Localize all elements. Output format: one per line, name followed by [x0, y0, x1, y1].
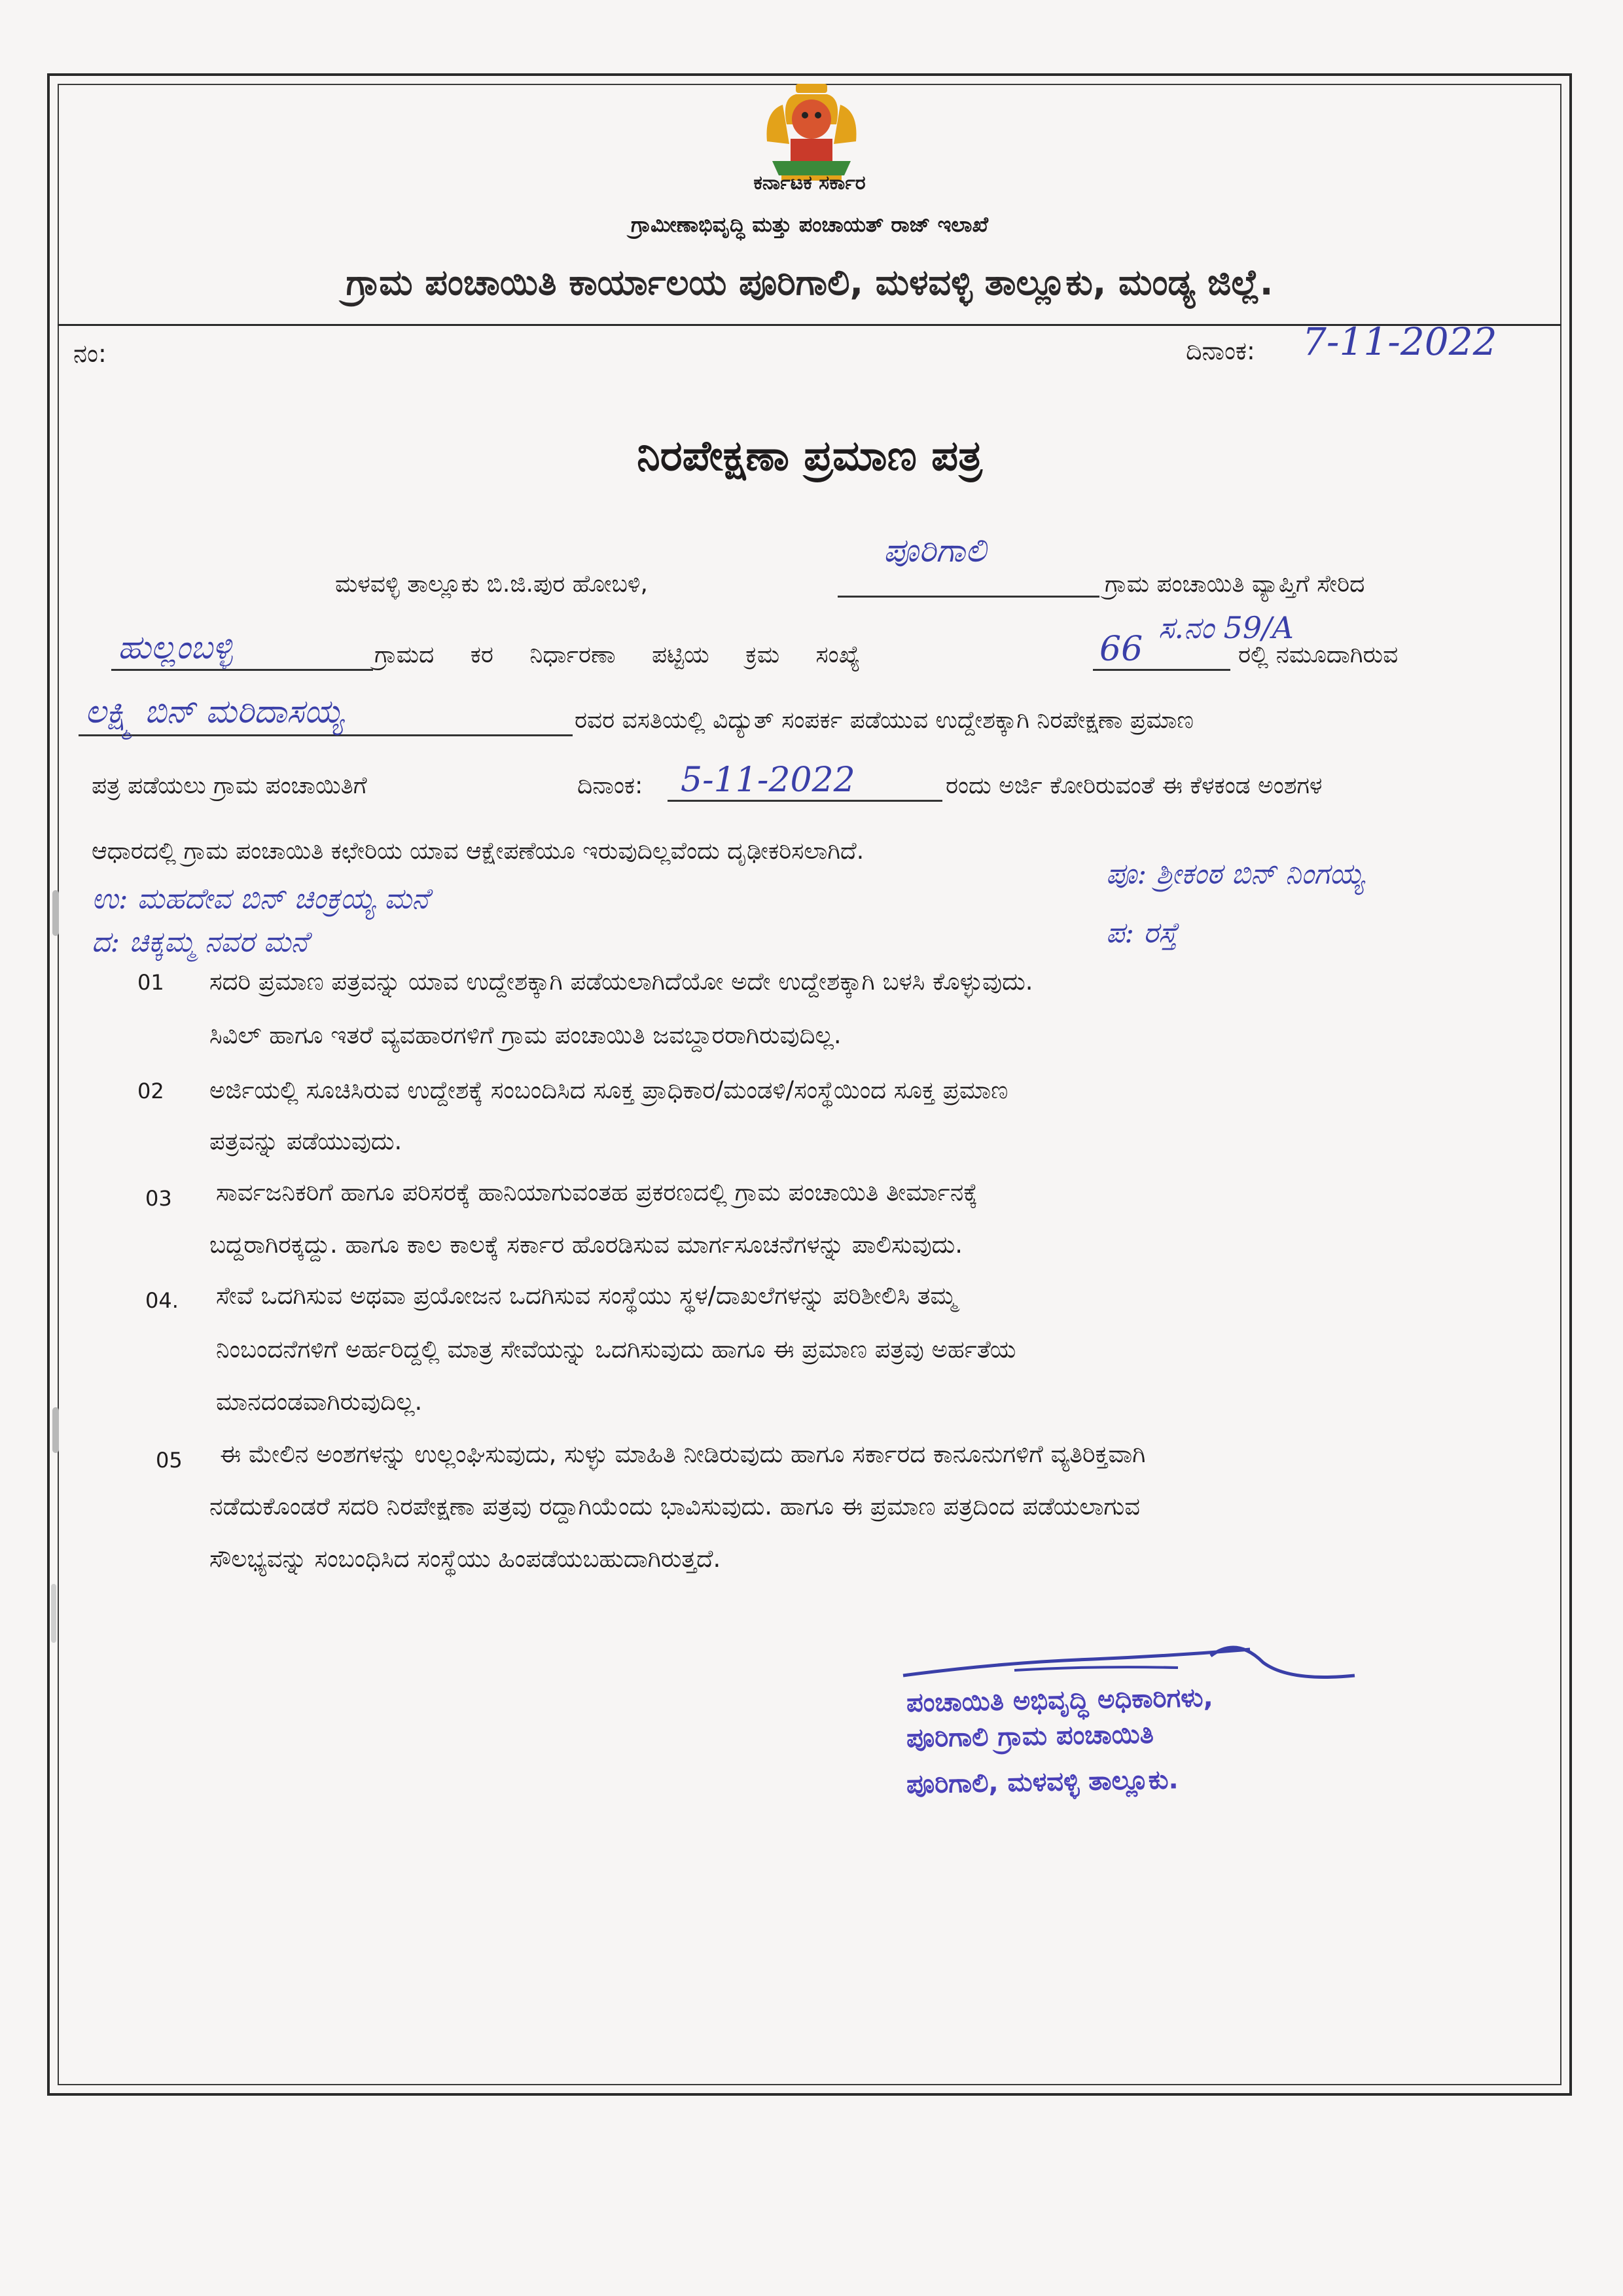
application-date-label: ದಿನಾಂಕ: [577, 772, 643, 799]
reference-number-label: ನಂ: [73, 339, 107, 368]
application-date-handwritten: 5-11-2022 [681, 761, 855, 800]
boundary-east-handwritten: ಪೂ: ಶ್ರೀಕಂಠ ಬಿನ್ ನಿಂಗಯ್ಯ [1106, 857, 1364, 891]
condition-line: ಸಿವಿಲ್ ಹಾಗೂ ಇತರೆ ವ್ಯವಹಾರಗಳಿಗೆ ಗ್ರಾಮ ಪಂಚಾಯಿತಿ ಜವಬ್ದಾರರಾಗಿರುವುದಿಲ್ಲ. [209, 1021, 842, 1049]
condition-number: 02 [137, 1079, 164, 1103]
scan-mark [52, 890, 59, 936]
condition-line: ಪತ್ರವನ್ನು ಪಡೆಯುವುದು. [209, 1127, 402, 1155]
body-line5: ಆಧಾರದಲ್ಲಿ ಗ್ರಾಮ ಪಂಚಾಯಿತಿ ಕಛೇರಿಯ ಯಾವ ಆಕ್ಷೇಪಣೆಯೂ ಇರುವುದಿಲ್ಲವೆಂದು ದೃಢೀಕರಿಸಲಾಗಿದೆ. [92, 838, 865, 865]
body-line4-a: ಪತ್ರ ಪಡೆಯಲು ಗ್ರಾಮ ಪಂಚಾಯಿತಿಗೆ [92, 772, 367, 799]
body-line3: ರವರ ವಸತಿಯಲ್ಲಿ ವಿದ್ಯುತ್ ಸಂಪರ್ಕ ಪಡೆಯುವ ಉದ್ದೇಶಕ್ಕಾಗಿ ನಿರಪೇಕ್ಷಣಾ ಪ್ರಮಾಣ [575, 707, 1194, 734]
stamp-place: ಪೂರಿಗಾಲಿ, ಮಳವಳ್ಳಿ ತಾಲ್ಲೂಕು. [906, 1765, 1179, 1800]
body-line2-b: ರಲ್ಲಿ ನಮೂದಾಗಿರುವ [1238, 641, 1399, 668]
village-handwritten: ಹುಲ್ಲಂಬಳ್ಳಿ [118, 628, 233, 666]
condition-line: ಈ ಮೇಲಿನ ಅಂಶಗಳನ್ನು ಉಲ್ಲಂಘಿಸುವುದು, ಸುಳ್ಳು ಮಾಹಿತಿ ನೀಡಿರುವುದು ಹಾಗೂ ಸರ್ಕಾರದ ಕಾನೂನುಗಳಿಗೆ ವ್ಯತಿರಿಕ್ತವಾಗಿ [220, 1440, 1146, 1468]
condition-line: ಸೌಲಭ್ಯವನ್ನು ಸಂಬಂಧಿಸಿದ ಸಂಸ್ಥೆಯು ಹಿಂಪಡೆಯಬಹುದಾಗಿರುತ್ತದೆ. [209, 1545, 721, 1573]
panchayat-blank [838, 596, 1099, 598]
scan-mark [51, 1584, 56, 1643]
scan-mark [52, 1407, 59, 1453]
panchayat-handwritten: ಪೂರಿಗಾಲಿ [883, 531, 986, 569]
condition-number: 01 [137, 970, 164, 995]
office-name: ಗ್ರಾಮ ಪಂಚಾಯಿತಿ ಕಾರ್ಯಾಲಯ ಪೂರಿಗಾಲಿ, ಮಳವಳ್ಳಿ ತಾಲ್ಲೂಕು, ಮಂಡ್ಯ ಜಿಲ್ಲೆ. [346, 262, 1274, 303]
boundary-south-handwritten: ದ: ಚಿಕ್ಕಮ್ಮ ನವರ ಮನೆ [92, 925, 308, 959]
condition-number: 05 [156, 1448, 183, 1473]
karnataka-emblem-icon [753, 79, 870, 183]
survey-handwritten: ಸ.ನಂ 59/A [1158, 610, 1294, 645]
condition-number: 03 [145, 1186, 172, 1211]
body-line4-b: ರಂದು ಅರ್ಜಿ ಕೋರಿರುವಂತೆ ಈ ಕೆಳಕಂಡ ಅಂಶಗಳ [946, 772, 1323, 799]
condition-line: ನಿಂಬಂದನೆಗಳಿಗೆ ಅರ್ಹರಿದ್ದಲ್ಲಿ ಮಾತ್ರ ಸೇವೆಯನ್ನು ಒದಗಿಸುವುದು ಹಾಗೂ ಈ ಪ್ರಮಾಣ ಪತ್ರವು ಅರ್ಹತೆಯ [216, 1335, 1016, 1363]
condition-line: ನಡೆದುಕೊಂಡರೆ ಸದರಿ ನಿರಪೇಕ್ಷಣಾ ಪತ್ರವು ರದ್ದಾಗಿಯೆಂದು ಭಾವಿಸುವುದು. ಹಾಗೂ ಈ ಪ್ರಮಾಣ ಪತ್ರದಿಂದ ಪಡೆಯಲಾಗುವ [209, 1492, 1140, 1520]
condition-line: ಮಾನದಂಡವಾಗಿರುವುದಿಲ್ಲ. [216, 1388, 423, 1416]
stamp-panchayat: ಪೂರಿಗಾಲಿ ಗ್ರಾಮ ಪಂಚಾಯಿತಿ [906, 1719, 1154, 1754]
issue-date-handwritten: 7-11-2022 [1302, 319, 1497, 364]
condition-line: ಸಾರ್ವಜನಿಕರಿಗೆ ಹಾಗೂ ಪರಿಸರಕ್ಕೆ ಹಾನಿಯಾಗುವಂತಹ ಪ್ರಕರಣದಲ್ಲಿ ಗ್ರಾಮ ಪಂಚಾಯಿತಿ ತೀರ್ಮಾನಕ್ಕೆ [216, 1178, 978, 1206]
boundary-north-handwritten: ಉ: ಮಹದೇವ ಬಿನ್ ಚಿಂಕ್ರಯ್ಯ ಮನೆ [92, 882, 429, 916]
body-line2-a: ಗ್ರಾಮದ ಕರ ನಿರ್ಧಾರಣಾ ಪಟ್ಟಿಯ ಕ್ರಮ ಸಂಖ್ಯೆ [374, 641, 861, 668]
application-date-blank [668, 800, 942, 802]
applicant-name-handwritten: ಲಕ್ಷ್ಮಿ ಬಿನ್ ಮರಿದಾಸಯ್ಯ [85, 692, 344, 730]
body-line1-a: ಮಳವಳ್ಳಿ ತಾಲ್ಲೂಕು ಬಿ.ಜಿ.ಪುರ ಹೋಬಳಿ, [335, 571, 648, 598]
condition-line: ಸದರಿ ಪ್ರಮಾಣ ಪತ್ರವನ್ನು ಯಾವ ಉದ್ದೇಶಕ್ಕಾಗಿ ಪಡೆಯಲಾಗಿದೆಯೋ ಅದೇ ಉದ್ದೇಶಕ್ಕಾಗಿ ಬಳಸಿ ಕೊಳ್ಳುವುದು. [209, 967, 1033, 996]
village-blank [111, 669, 373, 671]
date-label: ದಿನಾಂಕ: [1186, 336, 1255, 365]
condition-line: ಅರ್ಜಿಯಲ್ಲಿ ಸೂಚಿಸಿರುವ ಉದ್ದೇಶಕ್ಕೆ ಸಂಬಂದಿಸಿದ ಸೂಕ್ತ ಪ್ರಾಧಿಕಾರ/ಮಂಡಳಿ/ಸಂಸ್ಥೆಯಿಂದ ಸೂಕ್ತ ಪ್ರಮಾಣ [209, 1076, 1008, 1104]
serial-handwritten: 66 [1099, 630, 1143, 669]
boundary-west-handwritten: ಪ: ರಸ್ತೆ [1106, 916, 1178, 950]
condition-number: 04. [145, 1288, 179, 1313]
applicant-name-blank [79, 734, 573, 736]
serial-blank [1093, 669, 1230, 671]
body-line1-b: ಗ್ರಾಮ ಪಂಚಾಯಿತಿ ವ್ಯಾಪ್ತಿಗೆ ಸೇರಿದ [1105, 571, 1365, 598]
condition-line: ಬದ್ದರಾಗಿರಕ್ಕದ್ದು. ಹಾಗೂ ಕಾಲ ಕಾಲಕ್ಕೆ ಸರ್ಕಾರ ಹೊರಡಿಸುವ ಮಾರ್ಗಸೂಚನೆಗಳನ್ನು ಪಾಲಿಸುವುದು. [209, 1230, 963, 1259]
condition-line: ಸೇವೆ ಒದಗಿಸುವ ಅಥವಾ ಪ್ರಯೋಜನ ಒದಗಿಸುವ ಸಂಸ್ಥೆಯು ಸ್ಥಳ/ದಾಖಲೆಗಳನ್ನು ಪರಿಶೀಲಿಸಿ ತಮ್ಮ [216, 1282, 957, 1310]
government-name: ಕರ್ನಾಟಕ ಸರ್ಕಾರ [753, 171, 866, 194]
certificate-title: ನಿರಪೇಕ್ಷಣಾ ಪ್ರಮಾಣ ಪತ್ರ [637, 432, 982, 480]
department-name: ಗ್ರಾಮೀಣಾಭಿವೃದ್ಧಿ ಮತ್ತು ಪಂಚಾಯತ್ ರಾಜ್ ಇಲಾಖೆ [630, 212, 989, 237]
stamp-designation: ಪಂಚಾಯಿತಿ ಅಭಿವೃದ್ಧಿ ಅಧಿಕಾರಿಗಳು, [906, 1682, 1214, 1719]
